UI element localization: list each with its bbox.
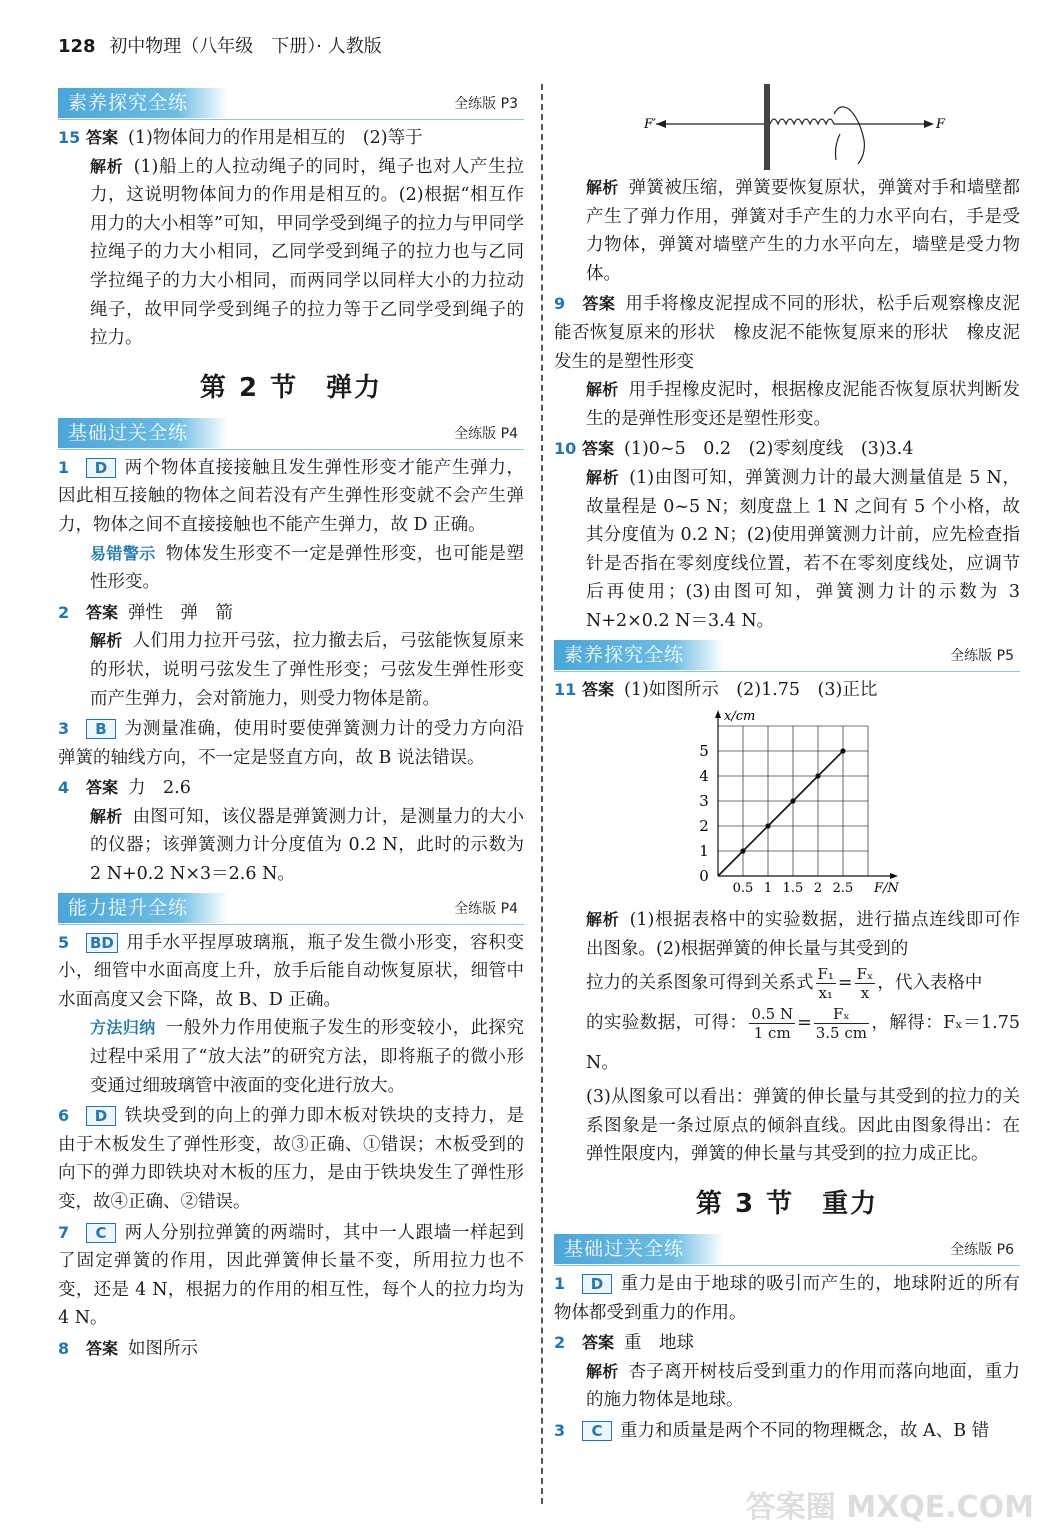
question-11: 11 答案 (1)如图所示 (2)1.75 (3)正比 0 1 2 3 4 5 0.5 1 1.5 2 2.5 x/cm F/N 解析 (1)根据表格中的实验数据，进行描点连线即可作出图象。(2)根据弹簧的伸长量与其受到的 拉力的关系图象可得到关系式 $\frac{\text{F₁}}{\text{x₁}}$ = $\frac{\text{Fₓ}}{x}$ ，代入表格中 的实验数据，可得： $\frac{0.5 N}{1 cm}$ = $\frac{\text{Fₓ}}{3.5 cm}$ ，解得：Fₓ＝1.75 N。 (3)从图象可以看出：弹簧的伸长量与其受到的拉力的关系图象是一条过原点的倾斜直线。因此由图象得出：在弹性限度内，弹簧的伸长量与其受到的拉力成正比。	[554, 679, 1020, 1165]
section-header	[58, 893, 524, 923]
force-right-label: F	[936, 117, 946, 132]
question-10: 10 答案 (1)0~5 0.2 (2)零刻度线 (3)3.4 解析 (1)由图可知，弹簧测力计的最大测量值是 5 N，故量程是 0~5 N；刻度盘上 1 N 之间有 5 个小格，故其分度值为 0.2 N；(2)使用弹簧测力计前，应先检查指针是否指在零刻度线位置，若不在零刻度线处，应调节后再使用；(3)由图可知，弹簧测力计的示数为 3 N+2×0.2 N＝3.4 N。	[554, 439, 1020, 631]
x-tick-label: 2	[813, 881, 823, 897]
page-number: 128	[58, 36, 96, 57]
section-header	[58, 418, 524, 448]
section-ref: 全练版 P5	[950, 647, 1014, 664]
section-tab: 基础过关全练	[58, 418, 228, 448]
force-left-label: F′	[644, 117, 656, 132]
question-4: 4 答案 力 2.6 解析 由图可知，该仪器是弹簧测力计，是测量力的大小的仪器；该弹簧测力计分度值为 0.2 N，此时的示数为 2 N+0.2 N×3＝2.6 N。	[58, 778, 524, 885]
spring-figure	[644, 84, 1020, 174]
section-ref: 全练版 P3	[454, 96, 518, 112]
choice-box: C	[582, 1421, 612, 1441]
section-ref: 全练版 P4	[454, 425, 518, 442]
data-point	[790, 798, 795, 803]
y-tick-label: 1	[699, 842, 709, 861]
section-tab: 素养探究全练	[554, 640, 724, 670]
gravity-question-2: 2 答案 重 地球 解析 杏子离开树枝后受到重力的作用而落向地面，重力的施力物体是地球。	[554, 1333, 1020, 1411]
section-ref: 全练版 P4	[454, 900, 518, 917]
data-point	[840, 748, 845, 753]
choice-box: C	[86, 1223, 116, 1243]
fraction: $\frac{\text{Fₓ}}{x}$	[856, 965, 874, 1003]
data-point	[740, 848, 745, 853]
answer-text: (1)物体间力的作用是相互的 (2)等于	[128, 128, 423, 148]
page-header	[58, 32, 382, 58]
y-axis-label: x/cm	[724, 709, 756, 725]
fraction: $\frac{\text{Fₓ}}{3.5 cm}$	[815, 1005, 867, 1043]
column-divider	[541, 84, 543, 1504]
y-tick-label: 5	[699, 742, 709, 761]
spring-diagram	[644, 84, 944, 170]
x-tick-label: 2.5	[832, 881, 854, 897]
question-5: 5 BD 用手水平捏厚玻璃瓶，瓶子发生微小形变，容积变小，细管中水面高度上升，放手后能自动恢复原状，细管中水面高度又会下降，故 B、D 正确。 方法归纳 一般外力作用使瓶子发生的形变较小，此探究过程中采用了“放大法”的研究方法，即将瓶子的微小形变通过细玻璃管中液面的变化进行放大。	[58, 932, 524, 1096]
y-tick-label: 4	[699, 767, 709, 786]
fraction: $\frac{\text{F₁}}{\text{x₁}}$	[817, 965, 834, 1003]
question-6: 6 D 铁块受到的向上的弹力即木板对铁块的支持力，是由于木板发生了弹性形变，故③正确、①错误；木板受到的向下的弹力即铁块对木板的压力，是由于铁块发生了弹性形变，故④正确、②错误。	[58, 1106, 524, 1212]
choice-box: D	[86, 458, 116, 478]
question-8: 8 答案 如图所示	[58, 1338, 199, 1359]
left-column	[58, 84, 524, 1366]
section-header	[554, 1234, 1020, 1264]
x-tick-label: 0.5	[732, 881, 754, 897]
spring-graph	[694, 708, 1020, 902]
x-tick-label: 1.5	[782, 881, 804, 897]
section-header	[554, 640, 1020, 670]
y-tick-label: 3	[699, 792, 709, 811]
section-ref: 全练版 P6	[950, 1242, 1014, 1259]
explanation-text: (1)船上的人拉动绳子的同时，绳子也对人产生拉力，这说明物体间力的作用是相互的。	[90, 156, 524, 206]
question-2: 2 答案 弹性 弹 箭 解析 人们用力拉开弓弦，拉力撤去后，弓弦能恢复原来的形状，说明弓弦发生了弹性形变；弓弦发生弹性形变而产生弹力，会对箭施力，则受力物体是箭。	[58, 602, 524, 709]
question-7: 7 C 两人分别拉弹簧的两端时，其中一人跟墙一样起到了固定弹簧的作用，因此弹簧伸长量不变，所用拉力也不变，还是 4 N，根据力的作用的相互性，每个人的拉力均为 4 N。	[58, 1222, 524, 1329]
section-header	[58, 88, 524, 118]
question-3: 3 B 为测量准确，使用时要使弹簧测力计的受力方向沿弹簧的轴线方向，不一定是竖直方向，故 B 说法错误。	[58, 719, 524, 768]
choice-box: D	[86, 1106, 116, 1126]
section-tab: 素养探究全练	[58, 88, 228, 118]
y-tick-label: 0	[699, 867, 709, 886]
data-line	[718, 751, 843, 876]
fraction: $\frac{0.5 N}{1 cm}$	[751, 1005, 794, 1043]
x-axis-label: F/N	[874, 881, 899, 897]
choice-box: BD	[86, 933, 118, 953]
gravity-question-1: 1 D 重力是由于地球的吸引而产生的，地球附近的所有物体都受到重力的作用。	[554, 1274, 1020, 1323]
watermark: 答案圈 MXQE.COM	[745, 1490, 1034, 1525]
y-axis-arrow	[715, 710, 721, 718]
question-9: 9 答案 用手将橡皮泥捏成不同的形状，松手后观察橡皮泥能否恢复原来的形状 橡皮泥不能恢复原来的形状 橡皮泥发生的是塑性形变 解析 用手捏橡皮泥时，根据橡皮泥能否恢复原状判断发生的是弹性形变还是塑性形变。	[554, 294, 1020, 429]
data-point	[765, 823, 770, 828]
x-axis-arrow	[890, 873, 898, 879]
x-tick-label: 1	[763, 881, 773, 897]
data-point	[815, 773, 820, 778]
gravity-question-3: 3 C 重力和质量是两个不同的物理概念，故 A、B 错	[554, 1421, 990, 1442]
section-tab: 能力提升全练	[58, 893, 228, 923]
question-8-explanation: 解析 弹簧被压缩，弹簧要恢复原状，弹簧对手和墙壁都产生了弹力作用，弹簧对手产生的力水平向右，手是受力物体，弹簧对墙壁产生的力水平向左，墙壁是受力物体。	[586, 178, 1020, 284]
right-column	[554, 84, 1020, 1448]
choice-box: D	[582, 1274, 612, 1294]
section-tab: 基础过关全练	[554, 1234, 724, 1264]
chapter-title: 第 3 节 重力	[695, 1189, 879, 1220]
chapter-title: 第 2 节 弹力	[199, 372, 383, 403]
extension-force-chart	[694, 708, 904, 898]
book-title: 初中物理（八年级 下册）· 人教版	[109, 36, 382, 57]
question-1: 1 D 两个物体直接接触且发生弹性形变才能产生弹力，因此相互接触的物体之间若没有产生弹性形变就不会产生弹力，物体之间不直接接触也不能产生弹力，故 D 正确。 易错警示 物体发生形变不一定是弹性形变，也可能是塑性形变。	[58, 457, 524, 593]
y-tick-label: 2	[699, 817, 709, 836]
choice-box: B	[86, 719, 116, 739]
question-15: 15 答案 (1)物体间力的作用是相互的 (2)等于 解析 (1)船上的人拉动绳子的同时，绳子也对人产生拉力，这说明物体间力的作用是相互的。(2)根据“相互作用力的大小相等”可知，甲同学受到绳子的拉力与甲同学拉绳子的力大小相同，乙同学受到绳子的拉力也与乙同学拉绳子的力大小相同，而两同学以同样大小的力拉动绳子，故甲同学受到绳子的拉力等于乙同学受到绳子的拉力。	[58, 128, 524, 349]
